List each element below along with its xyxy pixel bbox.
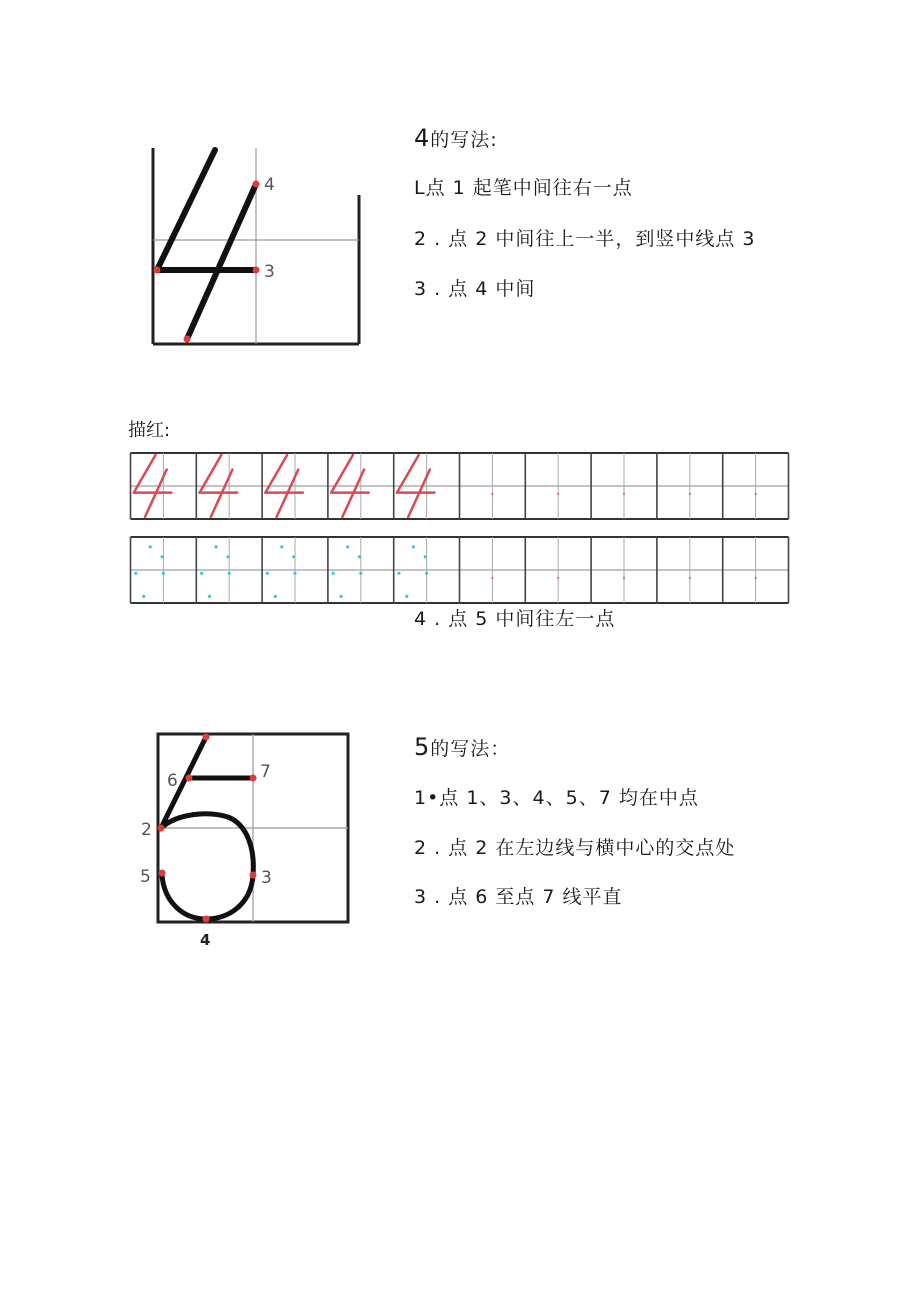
section4-step-3: 3 . 点 4 中间 [414,278,536,300]
point-label-3: 3 [264,262,275,282]
section5-title-text: 的写法： [430,738,511,760]
trace-cell[interactable] [623,577,625,579]
point-label-2: 2 [141,820,152,840]
point-label-4: 4 [264,175,275,195]
trace-cell[interactable] [557,577,559,579]
trace-row-digit-4 [129,451,790,521]
section4-step-2: 2 . 点 2 中间往上一半，到竖中线点 3 [414,228,756,250]
trace-cell[interactable] [266,545,297,598]
trace-cell[interactable] [397,545,428,598]
point-label-6: 6 [167,771,178,791]
point-label-5: 5 [140,867,151,887]
trace-cell[interactable] [134,545,165,598]
point-label-7: 7 [260,762,271,782]
section4-title-text: 的写法: [430,129,498,151]
trace-cell[interactable] [623,493,625,495]
trace-cell[interactable] [200,545,231,598]
section4-step-1: L点 1 起笔中间往右一点 [414,177,633,199]
section4-step-4: 4 . 点 5 中间往左一点 [414,608,616,630]
trace-row-dotted [129,535,790,605]
point-label-4: 4 [200,931,211,949]
digit-5-stroke-diagram [130,725,360,955]
section4-title [414,126,498,152]
trace-cell[interactable] [755,577,757,579]
trace-cell[interactable] [755,493,757,495]
section4-title-number: 4 [414,124,431,152]
trace-cell[interactable] [557,493,559,495]
trace-cell[interactable] [491,577,493,579]
trace-cell[interactable] [491,493,493,495]
section5-title-number: 5 [414,733,431,761]
trace-label: 描红: [128,420,171,441]
section5-step-1: 1•点 1、3、4、5、7 均在中点 [414,787,699,809]
trace-cell[interactable] [332,545,363,598]
section5-step-2: 2 . 点 2 在左边线与横中心的交点处 [414,837,736,859]
point-label-3: 3 [261,868,272,888]
section5-title [414,735,510,761]
digit-4-stroke-diagram [140,140,380,355]
trace-cell[interactable] [689,493,691,495]
section5-step-3: 3 . 点 6 至点 7 线平直 [414,886,623,908]
trace-cell[interactable] [689,577,691,579]
